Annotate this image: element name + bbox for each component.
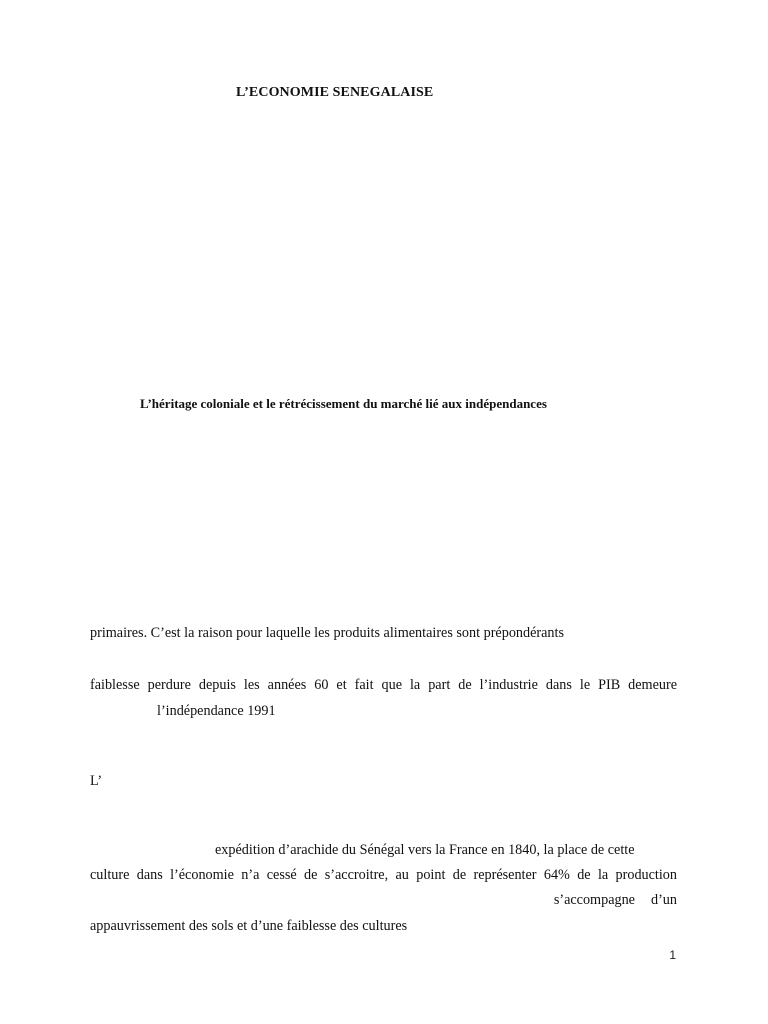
page-title: L’ECONOMIE SENEGALAISE bbox=[236, 85, 434, 100]
paragraph-line: primaires. C’est la raison pour laquelle les produits alimentaires sont prépondérants bbox=[90, 625, 564, 641]
page-number: 1 bbox=[669, 948, 676, 962]
paragraph-line: faiblesse perdure depuis les années 60 et fait que la part de l’industrie dans le PIB demeure bbox=[90, 677, 677, 693]
paragraph-line: appauvrissement des sols et d’une faiblesse des cultures bbox=[90, 918, 408, 934]
paragraph-word: d’un bbox=[650, 892, 677, 908]
paragraph-line: l’indépendance 1991 bbox=[157, 703, 276, 719]
paragraph-word: s’accompagne bbox=[553, 892, 635, 908]
paragraph-line bbox=[554, 891, 677, 909]
paragraph-line: culture dans l’économie n’a cessé de s’accroitre, au point de représenter 64% de la production bbox=[90, 867, 677, 883]
paragraph-line: expédition d’arachide du Sénégal vers la France en 1840, la place de cette bbox=[215, 842, 635, 858]
section-heading: L’héritage coloniale et le rétrécissement du marché lié aux indépendances bbox=[140, 396, 547, 411]
paragraph-line: L’ bbox=[90, 773, 103, 789]
